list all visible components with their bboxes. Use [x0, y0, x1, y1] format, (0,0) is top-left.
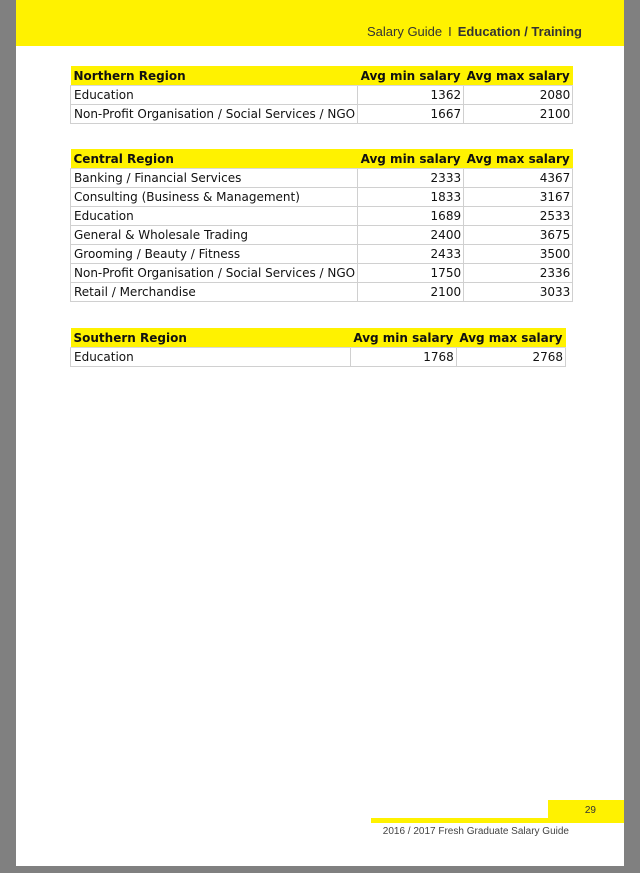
page-header [367, 24, 582, 39]
avg-max-heading: Avg max salary [456, 328, 565, 348]
avg-max-cell: 3167 [464, 188, 573, 207]
avg-max-cell: 4367 [464, 169, 573, 188]
avg-max-cell: 2336 [464, 264, 573, 283]
industry-cell: Education [71, 207, 358, 226]
header-band [16, 0, 624, 46]
industry-cell: Non-Profit Organisation / Social Services / NGO [71, 264, 358, 283]
industry-cell: Retail / Merchandise [71, 283, 358, 302]
industry-cell: Consulting (Business & Management) [71, 188, 358, 207]
avg-min-cell: 1833 [358, 188, 464, 207]
avg-min-cell: 1689 [358, 207, 464, 226]
region-heading: Central Region [71, 149, 358, 169]
table-header-row [71, 66, 573, 86]
avg-max-cell: 2768 [456, 348, 565, 367]
table-row [71, 348, 566, 367]
region-heading: Southern Region [71, 328, 351, 348]
avg-min-cell: 1750 [358, 264, 464, 283]
avg-max-cell: 3675 [464, 226, 573, 245]
avg-min-cell: 2100 [358, 283, 464, 302]
avg-max-cell: 2080 [464, 86, 573, 105]
industry-cell: Education [71, 348, 351, 367]
avg-min-cell: 2333 [358, 169, 464, 188]
table-row [71, 105, 573, 124]
footer-band [371, 818, 568, 823]
avg-min-heading: Avg min salary [358, 149, 464, 169]
avg-max-cell: 2100 [464, 105, 573, 124]
industry-cell: Banking / Financial Services [71, 169, 358, 188]
industry-cell: General & Wholesale Trading [71, 226, 358, 245]
document-page [16, 0, 624, 866]
avg-max-cell: 3500 [464, 245, 573, 264]
region-heading: Northern Region [71, 66, 358, 86]
guide-label: Salary Guide [366, 24, 443, 39]
table-header-row [71, 149, 573, 169]
avg-max-cell: 3033 [464, 283, 573, 302]
northern-region-table [70, 66, 573, 124]
avg-min-heading: Avg min salary [350, 328, 456, 348]
industry-cell: Non-Profit Organisation / Social Services / NGO [71, 105, 358, 124]
page-number-box [548, 800, 624, 823]
table-row [71, 188, 573, 207]
avg-max-cell: 2533 [464, 207, 573, 226]
industry-cell: Grooming / Beauty / Fitness [71, 245, 358, 264]
table-row [71, 264, 573, 283]
table-row [71, 245, 573, 264]
section-title: Education / Training [457, 24, 582, 39]
table-row [71, 169, 573, 188]
table-row [71, 207, 573, 226]
table-row [71, 86, 573, 105]
avg-min-heading: Avg min salary [358, 66, 464, 86]
avg-max-heading: Avg max salary [464, 149, 573, 169]
page-number: 29 [584, 805, 596, 816]
table-header-row [71, 328, 566, 348]
table-row [71, 226, 573, 245]
central-region-table [70, 149, 573, 302]
avg-min-cell: 2433 [358, 245, 464, 264]
avg-min-cell: 2400 [358, 226, 464, 245]
southern-region-table [70, 328, 566, 367]
table-row [71, 283, 573, 302]
avg-min-cell: 1667 [358, 105, 464, 124]
avg-min-cell: 1768 [350, 348, 456, 367]
header-separator: I [448, 24, 452, 39]
footer-guide-title: 2016 / 2017 Fresh Graduate Salary Guide [382, 826, 569, 837]
industry-cell: Education [71, 86, 358, 105]
avg-max-heading: Avg max salary [464, 66, 573, 86]
avg-min-cell: 1362 [358, 86, 464, 105]
